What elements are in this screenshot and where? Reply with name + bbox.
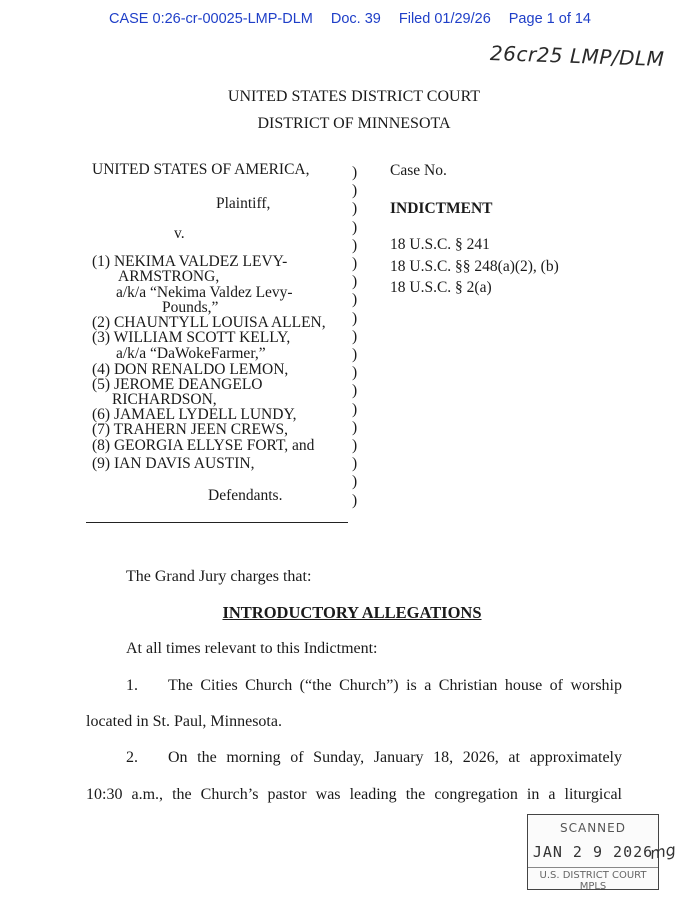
court-district: DISTRICT OF MINNESOTA [257,115,451,132]
document-title: INDICTMENT [390,200,493,217]
section-heading: INTRODUCTORY ALLEGATIONS [222,603,482,622]
paragraph-2-line-1: On the morning of Sunday, January 18, 2026, at approximately [168,749,622,766]
versus: v. [174,225,185,242]
defendant-line: RICHARDSON, [112,391,217,408]
filed-date: Filed 01/29/26 [398,11,491,27]
defendant-line: (5) JEROME DEANGELO [92,376,263,393]
court-name: UNITED STATES DISTRICT COURT [227,88,481,105]
defendant-line: ARMSTRONG, [118,268,220,285]
defendant-alias: Pounds,” [162,299,219,316]
defendant-line: (1) NEKIMA VALDEZ LEVY- [92,253,288,270]
paragraph-2-line-2: 10:30 a.m., the Church’s pastor was leading the congregation in a liturgical [86,786,622,803]
handwritten-case-note: 26cr25 LMP/DLM [489,40,665,72]
case-number: CASE 0:26-cr-00025-LMP-DLM [108,11,313,27]
defendant-line: (6) JAMAEL LYDELL LUNDY, [92,406,297,423]
defendants-role: Defendants. [208,487,283,504]
caption-rule [86,522,348,523]
defendant-alias: a/k/a “Nekima Valdez Levy- [116,284,293,301]
paragraph-1-line-1: The Cities Church (“the Church”) is a Christian house of worship [168,677,622,694]
defendant-alias: a/k/a “DaWokeFarmer,” [116,345,266,362]
paragraph-number: 1. [126,677,138,694]
filing-header [0,11,700,27]
plaintiff-role: Plaintiff, [216,195,271,212]
grand-jury-charge: The Grand Jury charges that: [126,568,312,585]
page-number: Page 1 of 14 [508,11,592,27]
statute: 18 U.S.C. § 241 [390,236,490,253]
defendant-line: (7) TRAHERN JEEN CREWS, [92,421,289,438]
defendant-line: (8) GEORGIA ELLYSE FORT, and [92,437,315,454]
defendant-line: (4) DON RENALDO LEMON, [92,361,289,378]
defendant-line: (9) IAN DAVIS AUSTIN, [92,455,255,472]
paragraph-1-line-2: located in St. Paul, Minnesota. [86,713,282,730]
stamp-court: U.S. DISTRICT COURT MPLS [528,867,658,892]
statute: 18 U.S.C. § 2(a) [390,279,492,296]
stamp-date: JAN 2 9 2026 [532,843,654,861]
statute: 18 U.S.C. §§ 248(a)(2), (b) [390,258,559,275]
relevant-times: At all times relevant to this Indictment: [126,640,378,657]
doc-number: Doc. 39 [330,11,381,27]
defendant-line: (3) WILLIAM SCOTT KELLY, [92,329,291,346]
handwritten-initials: mg [648,839,678,864]
plaintiff-name: UNITED STATES OF AMERICA, [92,161,310,178]
stamp-scanned: SCANNED [560,821,626,835]
defendant-line: (2) CHAUNTYLL LOUISA ALLEN, [92,314,326,331]
paragraph-number: 2. [126,749,138,766]
scanned-stamp [527,814,659,890]
caption-parentheses: ) ) ) ) ) ) ) ) ) ) ) ) ) ) ) ) ) ) ) [352,164,358,509]
case-no-label: Case No. [390,162,447,179]
